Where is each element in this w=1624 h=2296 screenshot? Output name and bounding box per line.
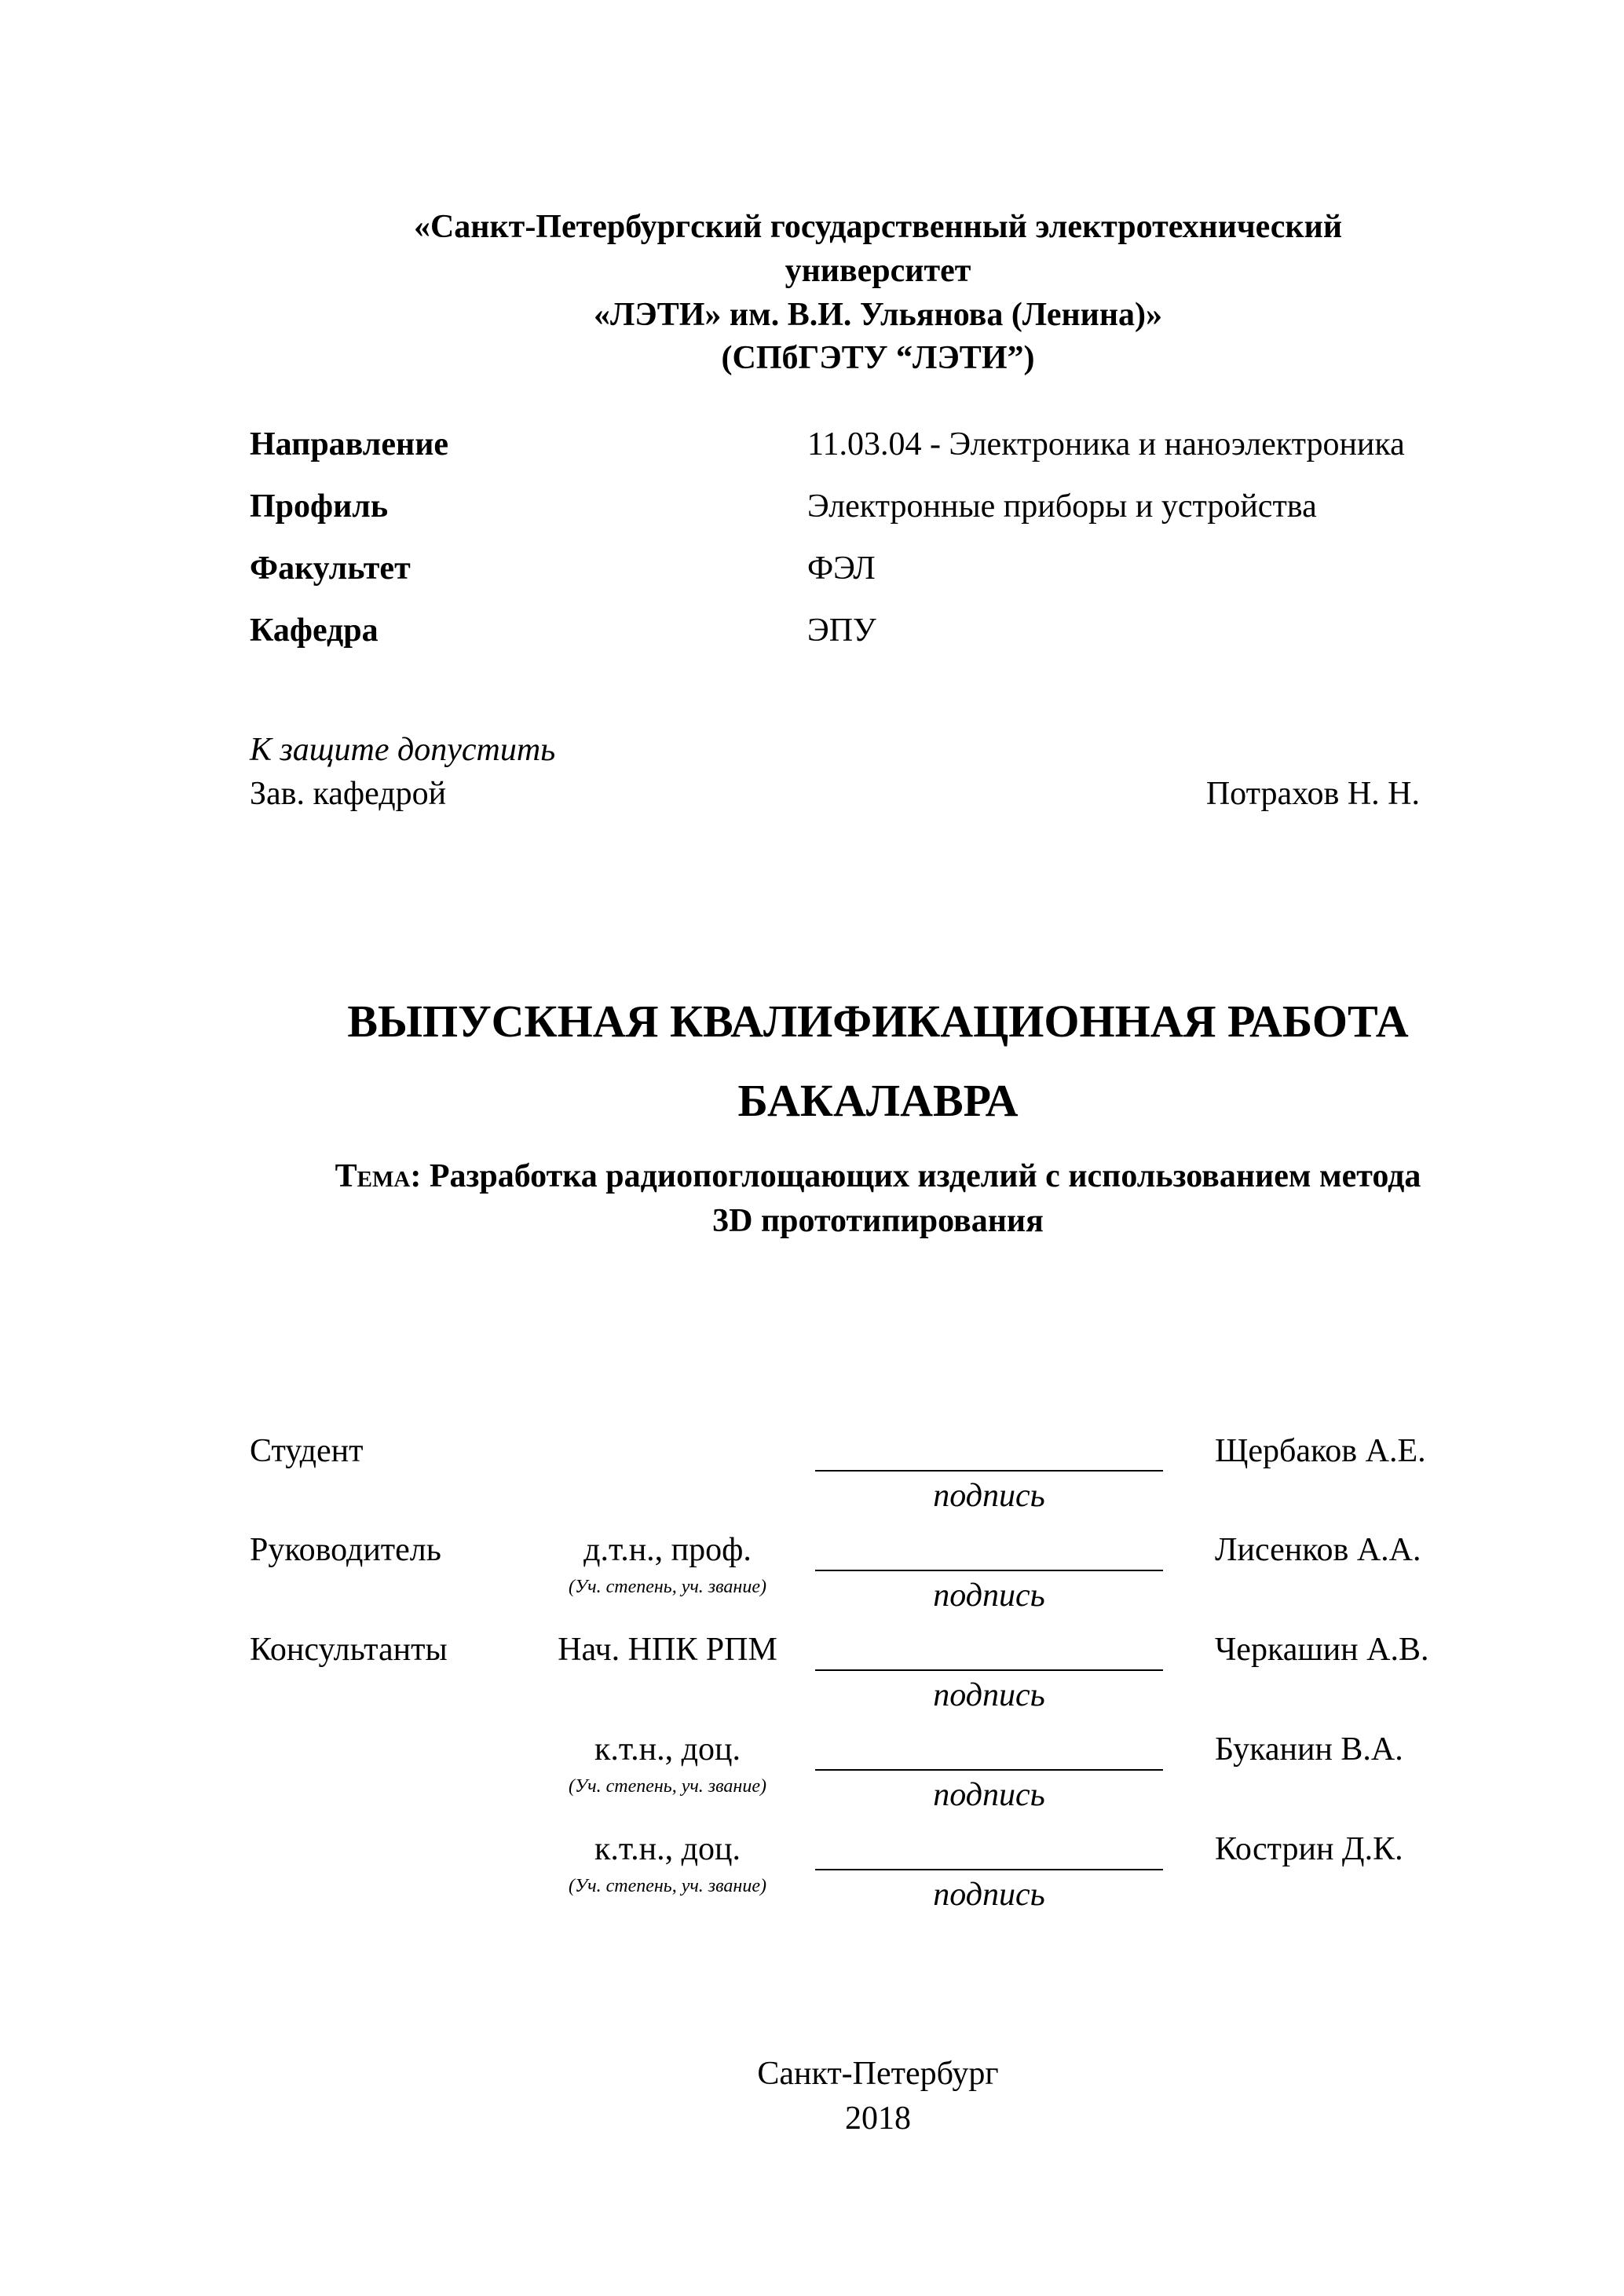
signature-role: Руководитель: [250, 1532, 441, 1568]
signature-hint: подпись: [933, 1478, 1045, 1514]
signature-role: Студент: [250, 1433, 364, 1469]
field-label-profile: Профиль: [250, 488, 389, 525]
degree-hint: (Уч. степень, уч. звание): [569, 1577, 766, 1597]
signature-line: [815, 1470, 1163, 1472]
header-line-1: «Санкт-Петербургский государственный электротехнический: [413, 209, 1343, 245]
degree-hint: (Уч. степень, уч. звание): [569, 1776, 766, 1797]
signature-line: [815, 1769, 1163, 1771]
field-value-department: ЭПУ: [807, 612, 876, 649]
field-label-faculty: Факультет: [250, 550, 411, 587]
field-label-direction: Направление: [250, 426, 449, 462]
signature-role: Консультанты: [250, 1632, 448, 1668]
signature-line: [815, 1570, 1163, 1571]
field-value-profile: Электронные приборы и устройства: [807, 488, 1317, 525]
signature-name: Кострин Д.К.: [1215, 1831, 1403, 1867]
topic-label: Тема: [335, 1158, 411, 1194]
signature-hint: подпись: [933, 1777, 1045, 1813]
approval-note: К защите допустить: [250, 732, 556, 768]
header-line-3: «ЛЭТИ» им. В.И. Ульянова (Ленина)»: [593, 297, 1163, 333]
signature-name: Щербаков А.Е.: [1215, 1433, 1426, 1469]
footer-year: 2018: [845, 2100, 911, 2137]
field-value-faculty: ФЭЛ: [807, 550, 876, 587]
topic-line-2: 3D прототипирования: [712, 1203, 1044, 1239]
signature-name: Черкашин А.В.: [1215, 1632, 1429, 1668]
footer-city: Санкт-Петербург: [757, 2056, 999, 2092]
degree-hint: (Уч. степень, уч. звание): [569, 1876, 766, 1896]
signature-name: Лисенков А.А.: [1215, 1532, 1421, 1568]
signature-hint: подпись: [933, 1877, 1045, 1913]
signature-line: [815, 1669, 1163, 1671]
header-line-2: университет: [785, 253, 971, 289]
signature-degree: д.т.н., проф.: [583, 1532, 752, 1568]
signature-degree: к.т.н., доц.: [594, 1831, 741, 1867]
title-line-2: БАКАЛАВРА: [737, 1075, 1019, 1126]
approval-role: Зав. кафедрой: [250, 776, 447, 812]
topic-line-1: Разработка радиопоглощающих изделий с использованием метода: [429, 1158, 1421, 1194]
signature-name: Буканин В.А.: [1215, 1731, 1403, 1768]
field-value-direction: 11.03.04 - Электроника и наноэлектроника: [807, 426, 1405, 462]
topic-colon: :: [410, 1158, 430, 1194]
title-line-1: ВЫПУСКНАЯ КВАЛИФИКАЦИОННАЯ РАБОТА: [347, 996, 1409, 1047]
header-line-4: (СПбГЭТУ “ЛЭТИ”): [721, 340, 1035, 376]
signature-degree: к.т.н., доц.: [594, 1731, 741, 1768]
signature-hint: подпись: [933, 1677, 1045, 1713]
approval-name: Потрахов Н. Н.: [1205, 776, 1420, 812]
signature-line: [815, 1869, 1163, 1870]
field-label-department: Кафедра: [250, 612, 379, 649]
signature-hint: подпись: [933, 1578, 1045, 1614]
signature-degree: Нач. НПК РПМ: [558, 1632, 777, 1668]
